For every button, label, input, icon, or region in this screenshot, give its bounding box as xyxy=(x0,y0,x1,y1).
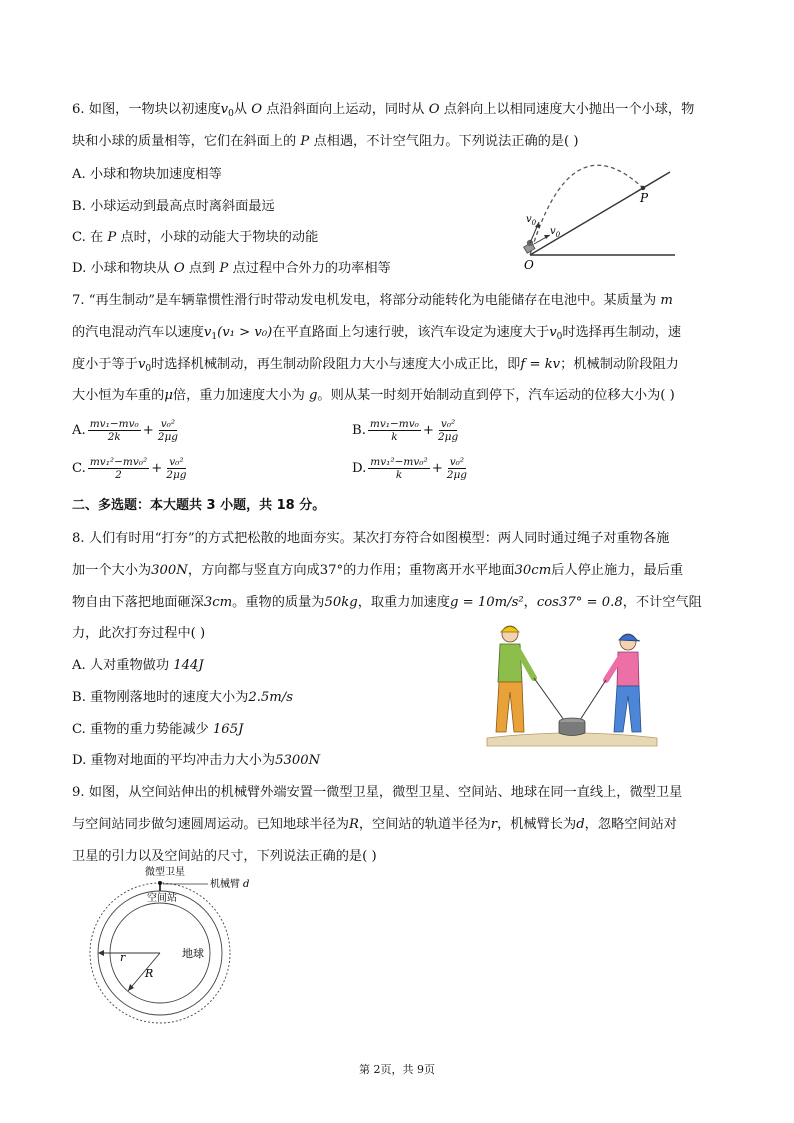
fig-label-p: P xyxy=(640,191,649,205)
q7-line-3 xyxy=(72,355,679,379)
frac-den: 2μg xyxy=(157,431,179,443)
q6-option-a: A. 小球和物块加速度相等 xyxy=(72,167,222,182)
q6-point-p: P xyxy=(300,134,310,149)
hard-hat-icon xyxy=(501,627,519,633)
q6-figure xyxy=(510,160,690,270)
q7-a-fraction xyxy=(88,418,141,443)
q7-text: ；机械制动阶段阻力 xyxy=(560,357,679,372)
q8-line-3 xyxy=(72,593,702,613)
q6-text: 点沿斜面向上运动，同时从 xyxy=(266,102,425,117)
q7-option-d xyxy=(352,456,471,481)
q6-point-p: P xyxy=(219,261,229,276)
q8-option-a xyxy=(72,656,204,676)
q8-text: A. 人对重物做功 xyxy=(72,658,170,673)
q7-condition: (v₁ > v₀) xyxy=(217,325,273,340)
q8-text: ，取重力加速度 xyxy=(357,595,450,610)
q7-v0: v xyxy=(549,325,557,340)
q7-v1-sub: 1 xyxy=(211,332,218,342)
section-heading: 二、多选题：本大题共 3 小题，共 18 分。 xyxy=(72,498,326,513)
q9-text: 与空间站同步做匀速圆周运动。已知地球半径为 xyxy=(72,817,349,832)
q6-point-p: P xyxy=(107,230,117,245)
q8-text: D. 重物对地面的平均冲击力大小为 xyxy=(72,753,276,768)
q6-text: 点相遇，不计空气阻力。下列说法正确的是( ) xyxy=(313,134,579,149)
q7-option-label: D. xyxy=(352,461,367,476)
q7-v0: v xyxy=(137,357,146,372)
frac-den: 2μg xyxy=(446,469,468,481)
frac-den: 2μg xyxy=(437,431,459,443)
q7-option-label: B. xyxy=(352,423,366,438)
q7-text: 。则从某一时刻开始制动直到停下，汽车运动的位移大小为( ) xyxy=(317,388,675,403)
q9-figure xyxy=(90,860,280,1035)
q8-text: C. 重物的重力势能减少 xyxy=(72,722,209,737)
q7-text: 7. “再生制动”是车辆靠惯性滑行时带动发电机发电，将部分动能转化为电能储存在电池中。某质量为 xyxy=(72,293,657,308)
q8-height: 30cm xyxy=(514,563,552,578)
q7-option-c xyxy=(72,456,191,481)
q7-c-tail xyxy=(164,456,188,481)
q6-line-1 xyxy=(72,100,694,124)
q8-text: 加一个大小为 xyxy=(72,563,152,578)
frac-num: mv₁−mv₀ xyxy=(369,418,419,430)
q7-text: 时选择再生制动，速 xyxy=(562,325,682,340)
q6-text: 块和小球的质量相等，它们在斜面上的 xyxy=(72,134,297,149)
q8-angle: 37° xyxy=(319,563,344,578)
q8-g: g = 10m/s² xyxy=(450,595,524,610)
q6-text: 点过程中合外力的功率相等 xyxy=(232,261,391,276)
q8-value: 165J xyxy=(212,722,244,737)
q9-line-2 xyxy=(72,815,677,835)
frac-den: 2k xyxy=(107,431,121,443)
q8-line-4: 力，此次打夯过程中( ) xyxy=(72,626,206,641)
q9-line-1: 9. 如图，从空间站伸出的机械臂外端安置一微型卫星，微型卫星、空间站、地球在同一直线上，微型卫星 xyxy=(72,785,683,800)
projectile-path xyxy=(530,165,643,255)
q9-text: ，机械臂长为 xyxy=(497,817,577,832)
q9-text: ，忽略空间站对 xyxy=(584,817,677,832)
plus-sign: + xyxy=(422,423,434,438)
q6-option-d xyxy=(72,259,391,279)
q8-value: 5300N xyxy=(275,753,321,768)
q9-d: d xyxy=(576,817,585,832)
q8-sep: ， xyxy=(523,595,537,610)
q7-mu: μ xyxy=(164,388,173,403)
plus-sign: + xyxy=(431,461,443,476)
frac-den: k xyxy=(391,431,398,443)
q6-line-2 xyxy=(72,132,579,152)
q8-figure xyxy=(482,620,662,750)
q8-value: 2.5m/s xyxy=(248,690,294,705)
q8-option-c xyxy=(72,720,243,740)
fig-label-R: R xyxy=(145,967,154,980)
q6-option-b: B. 小球运动到最高点时离斜面最远 xyxy=(72,199,275,214)
q7-d-tail xyxy=(445,456,469,481)
q8-line-1: 8. 人们有时用“打夯”的方式把松散的地面夯实。某次打夯符合如图模型：两人同时通过绳子对重物各施 xyxy=(72,531,670,546)
arrow-head-icon xyxy=(98,950,104,956)
fig-label-arm: 机械臂 d xyxy=(210,879,250,890)
frac-num: mv₁²−mv₀² xyxy=(370,456,428,468)
radius-R xyxy=(128,953,160,991)
q6-text: 从 xyxy=(233,102,248,117)
q7-b-tail xyxy=(436,418,460,443)
frac-den: k xyxy=(395,469,403,481)
q7-line-4 xyxy=(72,386,675,406)
q6-point-o: O xyxy=(428,102,440,117)
rope-left xyxy=(534,678,564,720)
right-person-legs xyxy=(614,686,641,732)
fig-label-r: r xyxy=(120,951,126,964)
q7-line-1 xyxy=(72,291,673,311)
page-footer: 第 2页，共 9页 xyxy=(359,1063,435,1076)
frac-num: v₀² xyxy=(169,456,184,468)
q9-line-3: 卫星的引力以及空间站的尺寸，下列说法正确的是( ) xyxy=(72,849,377,864)
q8-option-b xyxy=(72,688,293,708)
q7-text: 大小恒为车重的 xyxy=(72,388,165,403)
q7-v1: v xyxy=(203,325,212,340)
q8-text: 物自由下落把地面砸深 xyxy=(72,595,204,610)
q6-v0: v xyxy=(220,102,229,117)
left-person-legs xyxy=(496,682,524,732)
q7-option-b xyxy=(352,418,462,443)
q7-text: 在平直路面上匀速行驶，该汽车设定为速度大于 xyxy=(272,325,550,340)
q7-text: 倍，重力加速度大小为 xyxy=(172,388,305,403)
plus-sign: + xyxy=(142,423,154,438)
fig-label-satellite: 微型卫星 xyxy=(145,867,185,878)
fig-label-o: O xyxy=(524,258,534,272)
cap-icon xyxy=(619,635,640,642)
fig-label-v0-block: $v_0$ xyxy=(550,226,561,239)
q8-cos: cos37° = 0.8 xyxy=(536,595,623,610)
q7-c-fraction xyxy=(88,456,149,481)
q8-force: 300N xyxy=(151,563,188,578)
q7-f-eq: f = kv xyxy=(520,357,561,372)
q7-v0-sub: 0 xyxy=(145,364,152,374)
q8-option-d xyxy=(72,751,320,771)
q7-a-tail xyxy=(156,418,180,443)
q8-text: 。重物的质量为 xyxy=(232,595,325,610)
fig-label-earth: 地球 xyxy=(182,947,204,960)
frac-num: v₀² xyxy=(449,456,465,468)
q8-text: ，不计空气阻 xyxy=(622,595,702,610)
weight-body xyxy=(559,722,585,736)
q7-b-fraction xyxy=(368,418,421,443)
q8-mass: 50kg xyxy=(324,595,358,610)
q6-text: 点斜向上以相同速度大小抛出一个小球，物 xyxy=(443,102,695,117)
q7-option-label: A. xyxy=(72,423,86,438)
fig-label-v0-ball: $v_0$ xyxy=(526,214,537,227)
q7-option-label: C. xyxy=(72,461,86,476)
q7-text: 的汽电混动汽车以速度 xyxy=(72,325,204,340)
frac-den: 2 xyxy=(115,469,122,481)
q6-text: C. 在 xyxy=(72,230,104,245)
q7-option-a xyxy=(72,418,182,443)
q6-point-o: O xyxy=(173,261,185,276)
q8-value: 144J xyxy=(173,658,204,673)
frac-num: mv₁²−mv₀² xyxy=(89,456,148,468)
q9-R: R xyxy=(348,817,359,832)
frac-num: v₀² xyxy=(440,418,456,430)
plus-sign: + xyxy=(151,461,163,476)
q8-line-2 xyxy=(72,561,683,581)
q8-text: ，方向都与竖直方向成 xyxy=(187,563,320,578)
q6-text: 点到 xyxy=(188,261,216,276)
q6-text: 点时，小球的动能大于物块的动能 xyxy=(120,230,319,245)
q6-v0-sub: 0 xyxy=(228,109,234,119)
q6-option-c xyxy=(72,228,318,248)
rope-right xyxy=(580,680,606,720)
q7-m: m xyxy=(660,293,673,308)
q7-line-2 xyxy=(72,323,681,347)
frac-num: v₀² xyxy=(160,418,176,430)
q8-text: B. 重物刚落地时的速度大小为 xyxy=(72,690,249,705)
incline-line xyxy=(530,172,670,255)
q6-text: D. 小球和物块从 xyxy=(72,261,170,276)
q8-text: 的力作用；重物离开水平地面 xyxy=(343,563,515,578)
frac-den: 2μg xyxy=(166,469,187,481)
satellite-dot xyxy=(158,881,162,885)
q7-d-fraction xyxy=(368,456,429,481)
q6-point-o: O xyxy=(251,102,263,117)
q8-depth: 3cm xyxy=(203,595,233,610)
q7-g: g xyxy=(308,388,318,403)
q7-text: 度小于等于 xyxy=(72,357,138,372)
q8-text: 后人停止施力，最后重 xyxy=(551,563,684,578)
meeting-point xyxy=(641,186,645,190)
q6-text: 6. 如图，一物块以初速度 xyxy=(72,102,221,117)
q7-text: 时选择机械制动，再生制动阶段阻力大小与速度大小成正比，即 xyxy=(151,357,521,372)
q7-v0-sub: 0 xyxy=(556,332,563,342)
frac-num: mv₁−mv₀ xyxy=(89,418,139,430)
fig-label-station: 空间站 xyxy=(147,893,177,904)
q9-text: ，空间站的轨道半径为 xyxy=(358,817,491,832)
q9-r: r xyxy=(490,817,498,832)
